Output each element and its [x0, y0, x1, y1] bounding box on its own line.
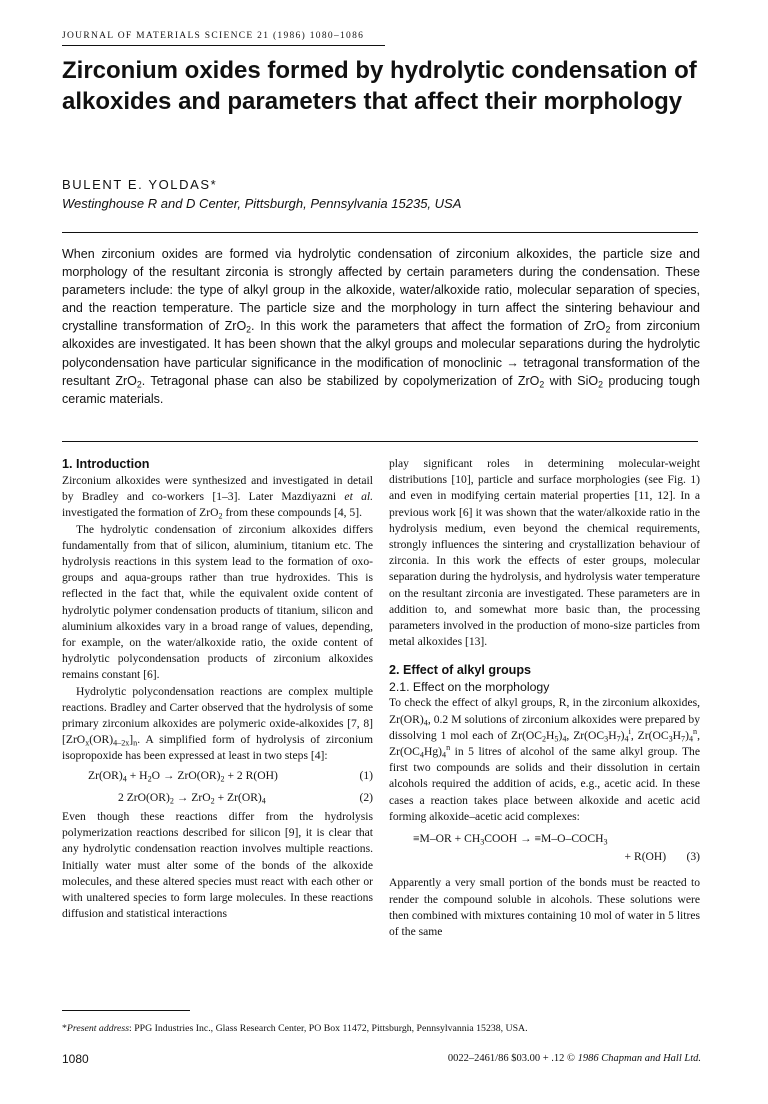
- paragraph: play significant roles in determining molecular-weight distributions [10], particle and surface morphologies (see Fig. 1) and even in modifying certain material properties [11, 12]. In a previous work [6] it was shown that the water/alkoxide ratio in the hydrolysis medium, even beyond the chemical requirements, strongly influences the sintering and crystallization behaviour of zirconia. In this work the effects of ester groups, molecular separation during the hydrolysis, and hydrolysis water temperature on the resultant zirconia are investigated. These parameters are in addition to, and somewhat more basic than, the processing parameters involved in the production of mono-size particles from metal alkoxides [13].: [389, 457, 700, 649]
- abstract-top-rule: [62, 232, 698, 233]
- paragraph: The hydrolytic condensation of zirconium alkoxides differs fundamentally from that of silicon, aluminium, titanium etc. The hydrolysis reactions in this system lead to the formation of oxo-groups and aqua-groups rather than true hydroxides. This is reflected in the fact that, while the equivalent oxide content of hydrolytic polymer condensation products of titanium, silicon and aluminium alkoxides vary in a broad range of values, depending, for example, on the water/alkoxide ratio, the oxide content of hydrolytic polycondensation products of zirconium alkoxides remains constant [6].: [62, 522, 373, 682]
- footnote: *Present address: PPG Industries Inc., Glass Research Center, PO Box 11472, Pittsburgh, Pennsylvannia 15238, USA.: [62, 1023, 528, 1034]
- equation-3: $\equiv M-OR + CH_3COOH$ → $\equiv M-O-COCH_3$ + R(OH) (3): [413, 832, 700, 864]
- copyright-line: 0022–2461/86 $03.00 + .12 © 1986 Chapman and Hall Ltd.: [447, 1053, 701, 1064]
- equation-2: 2 $ZrO(OR)_2 \to ZrO_2 + Zr(OR)_4$ (2): [118, 790, 373, 806]
- subsection-heading-morphology: 2.1. Effect on the morphology: [389, 680, 550, 695]
- author-affiliation: Westinghouse R and D Center, Pittsburgh, Pennsylvania 15235, USA: [62, 196, 462, 211]
- header-rule: [62, 45, 385, 46]
- abstract-bottom-rule: [62, 441, 698, 442]
- paragraph: Apparently a very small portion of the bonds must be reacted to render the compound soluble in alcohols. These solutions were then combined with mixtures containing 10 mol of water in 5 litres of the same: [389, 876, 700, 939]
- paragraph: To check the effect of alkyl groups, R, in the zirconium alkoxides, $Zr(OR)_4$, 0.2 M solutions of zirconium alkoxides were prepared by dissolving 1 mol each of $Zr(OC_2H_5)_4$, $Zr(OC_3H_7)_4^i$, $Zr(OC_3H_7)_4^n$, $Zr(OC_4Hg)_4^n$ in 5 litres of alcohol of the same alkyl group. The first two compounds are solids and their dissolution in certain alcohols required the addition of acids, e.g., acetic acid. In these cases a reaction takes place between alkoxide and acetic acid forming alkoxide–acetic acid complexes:: [389, 696, 700, 823]
- paragraph: Even though these reactions differ from the hydrolysis polymerization reactions described for silicon [9], it is clear that any hydrolytic condensation reaction involves multiple reactions. Initially water must alter some of the bonds of the alkoxide molecules, and these altered species must react with each other or with unaltered species to form large molecules. In these reactions diffusion and statistical interactions: [62, 810, 373, 921]
- page-number: 1080: [62, 1052, 89, 1066]
- abstract: When zirconium oxides are formed via hydrolytic condensation of zirconium alkoxides, the particle size and morphology of the resultant zirconia is strongly affected by certain parameters during the condensation. These parameters include: the type of alkyl group in the alkoxide, water/alkoxide ratio, molecular separation of species, and the reaction temperature. The particle size and the morphology in turn affect the sintering behaviour and crystalline transformation of ZrO$_2$. In this work the parameters that affect the formation of ZrO$_2$ from zirconium alkoxides are investigated. It has been shown that the alkyl groups and molecular separations during the hydrolytic polycondensation have particular significance in the modification of monoclinic → tetragonal transformation of the resultant ZrO$_2$. Tetragonal phase can also be stabilized by copolymerization of ZrO$_2$ with SiO$_2$ producing tough ceramic materials.: [62, 247, 700, 406]
- footnote-rule: [62, 1010, 190, 1011]
- equation-1: $Zr(OR)_4 + H_2O \to ZrO(OR)_2 + 2$ R(OH) (1): [88, 768, 373, 784]
- right-column: [389, 456, 700, 940]
- article-title: Zirconium oxides formed by hydrolytic condensation of alkoxides and parameters that affect their morphology: [62, 57, 697, 115]
- section-heading-alkyl-groups: 2. Effect of alkyl groups: [389, 663, 532, 678]
- journal-header: JOURNAL OF MATERIALS SCIENCE 21 (1986) 1080–1086: [62, 31, 365, 41]
- paragraph: Zirconium alkoxides were synthesized and investigated in detail by Bradley and co-workers [1–3]. Later Mazdiyazni et al. investigated the formation of ZrO$_2$ from these compounds [4, 5].: [62, 474, 373, 521]
- left-column: [62, 456, 373, 922]
- paragraph: Hydrolytic polycondensation reactions are complex multiple reactions. Bradley and Carter observed that the hydrolysis of some primary zirconium alkoxides are polymeric oxide-alkoxides [7, 8] $[ZrO_x(OR)_{4-2x}]_n$. A simplified form of hydrolysis of zirconium isopropoxide has been expressed at least in two steps [4]:: [62, 684, 373, 763]
- author-name: BULENT E. YOLDAS*: [62, 177, 218, 192]
- section-heading-introduction: 1. Introduction: [62, 457, 150, 471]
